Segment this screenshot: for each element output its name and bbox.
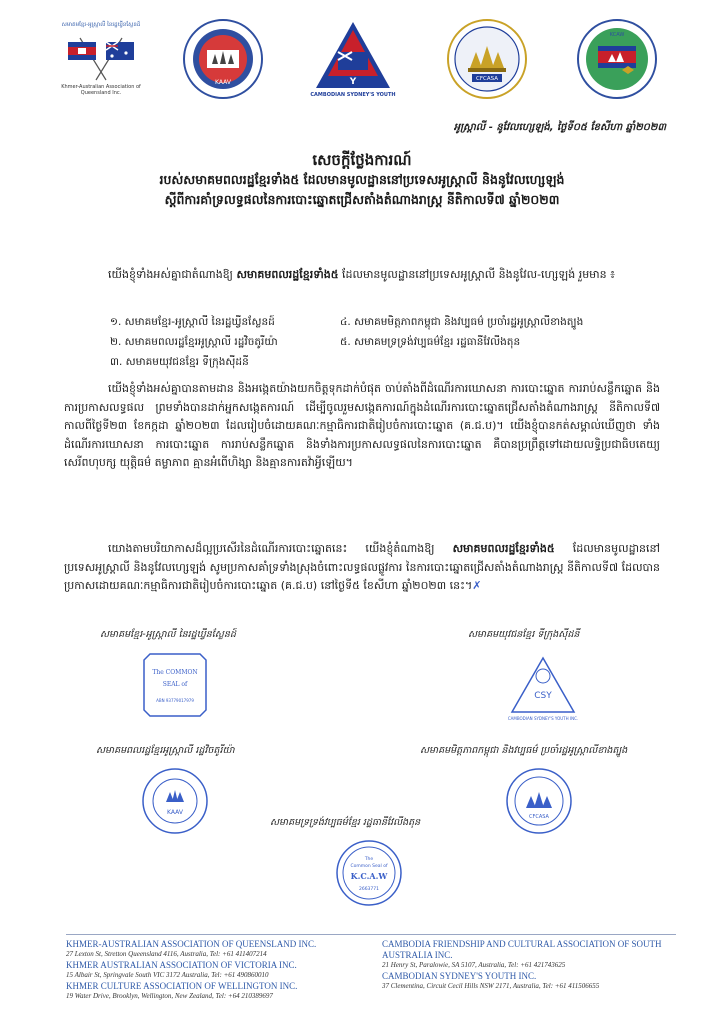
body2-bold: សមាគមពលរដ្ឋខ្មែរទាំង៥ <box>452 542 555 555</box>
body2-after: ដែលមានមូលដ្ឋាននៅប្រទេសអូស្ត្រាលី និងនូវែលហ្សេឡង់ សូមប្រកាសគាំទ្រទាំងស្រុងចំពោះលទ្ធផលផ្លូវការ នៃការបោះឆ្នោតជ្រើសតាំងតំណាងរាស្ត្រ នីតិកាលទី៧ ដែលបានប្រកាសដោយគណៈកម្មាធិការជាតិរៀបចំការបោះឆ្នោត (គ.ជ.ប) នៅថ្ងៃទី៥ ខែសីហា ឆ្នាំ២០២៣ នេះ។ <box>64 542 661 592</box>
footer-org-kaav: KHMER AUSTRALIAN ASSOCIATION OF VICTORIA INC. <box>66 960 297 970</box>
footer-addr-kaaq: 27 Lexton St, Stretton Queensland 4116, Australia, Tel: +61 411407214 <box>66 950 267 958</box>
signature-label-kaaq: សមាគមខ្មែរ-អូស្ត្រាលី នៃរដ្ឋឃ្វីនស្លែនដ៍ <box>100 629 236 640</box>
body1-text: យើងខ្ញុំទាំងអស់គ្នាបានតាមដាន និងអង្កេតយ៉ាងយកចិត្តទុកដាក់បំផុត ចាប់តាំងពីដំណើរការឃោសនា ការបោះឆ្នោត ការរាប់សន្លឹកឆ្នោត និងការប្រកាសលទ្ធផល ព្រមទាំងបានដាក់អ្នកសង្កេតការណ៍ ដើម្បីចូលរួមសង្កេតការណ៍ក្នុងដំណើរការបោះឆ្នោតជ្រើសតាំងតំណាងរាស្ត្រ នីតិកាលទី៧ កាលពីថ្ងៃទី២៣ ខែកក្កដា ឆ្នាំ២០២៣ ដែលរៀបចំដោយគណៈកម្មាធិការជាតិរៀបចំការបោះឆ្នោត (គ.ជ.ប)។ យើងខ្ញុំបានកត់សម្គាល់ឃើញថា ទាំងដំណើរការឃោសនា ការបោះឆ្នោត ការរាប់សន្លឹកឆ្នោត និងទាំងការប្រកាសលទ្ធផលនៃការបោះឆ្នោត គឺបានប្រព្រឹត្តទៅដោយលទ្ធិប្រជាធិបតេយ្យ សេរីពហុបក្ស យុត្តិធម៌ តម្លាភាព គ្មានអំពើហិង្សា និងគ្មានការតវ៉ាអ្វីឡើយ។ <box>64 382 660 469</box>
body2-before: យោងតាមបរិយាកាសដ៏ល្អប្រសើរនៃដំណើរការបោះឆ្នោតនេះ យើងខ្ញុំតំណាងឱ្យ <box>108 542 453 555</box>
seal-kaaq <box>140 650 210 720</box>
footer-org-csy: CAMBODIAN SYDNEY'S YOUTH INC. <box>382 971 537 981</box>
common-seal-icon <box>140 650 210 720</box>
seal-kaav <box>140 766 210 836</box>
footer <box>66 934 676 1000</box>
svg-text:CFCASA: CFCASA <box>476 76 498 82</box>
signature-label-kaav: សមាគមពលរដ្ឋខ្មែរអូស្ត្រាលី រដ្ឋវិចតូរីយ៉ា <box>96 745 235 756</box>
signature-label-kcaw: សមាគមទ្រទ្រង់វប្បធម៌ខ្មែរ រដ្ឋធានីវែលីងតុន <box>270 817 421 828</box>
footer-org-cfcasa: CAMBODIA FRIENDSHIP AND CULTURAL ASSOCIATION OF SOUTH AUSTRALIA INC. <box>382 939 662 960</box>
seal-cfcasa <box>504 766 574 836</box>
seal-csy-text: CSY <box>534 691 552 701</box>
kcaw-logo <box>576 18 658 100</box>
body-paragraph-1 <box>64 380 660 473</box>
member-item: ៤. សមាគមមិត្តភាពកម្ពុជា និងវប្បធម៌ ប្រចាំរដ្ឋអូស្ត្រាលីខាងត្បូង <box>340 316 584 328</box>
seal-kaaq-title: The COMMON <box>152 669 198 676</box>
body-paragraph-2 <box>64 540 660 596</box>
footer-addr-kaav: 15 Albair St, Springvale South VIC 3172 Australia, Tel: +61 490860010 <box>66 971 269 979</box>
kaaq-khmer-caption: សមាគមខ្មែរ-អូស្ត្រាលី នៃរដ្ឋឃ្វីនស្លែនដ៍ <box>61 22 141 28</box>
kaaq-caption: Khmer-Australian Association of Queensland Inc. <box>61 84 141 96</box>
title-sub-2: ស្តីពីការគាំទ្រលទ្ធផលនៃការបោះឆ្នោតជ្រើសតាំងតំណាងរាស្ត្រ នីតិកាលទី៧ ឆ្នាំ២០២៣ <box>164 192 560 207</box>
footer-addr-kcaw: 19 Water Drive, Brooklyn, Wellington, New Zealand, Tel: +64 210389697 <box>66 992 273 1000</box>
kaaq-logo <box>60 18 142 100</box>
kcaw-seal-icon <box>334 838 404 908</box>
title-sub-1: របស់សមាគមពលរដ្ឋខ្មែរទាំង៥ ដែលមានមូលដ្ឋាននៅប្រទេសអូស្ត្រាលី និងនូវែលហ្សេឡង់ <box>159 172 565 187</box>
csy-caption: CAMBODIAN SYDNEY'S YOUTH <box>310 92 396 98</box>
footer-org-kcaw: KHMER CULTURE ASSOCIATION OF WELLINGTON INC. <box>66 981 298 991</box>
cfcasa-seal-icon <box>504 766 574 836</box>
seal-kcaw-title: The <box>364 857 374 862</box>
cfcasa-emblem-icon <box>446 18 528 100</box>
seal-kaaq-sub: SEAL of <box>162 681 188 688</box>
svg-text:Y: Y <box>349 77 357 87</box>
intro-before: យើងខ្ញុំទាំងអស់គ្នាជាតំណាងឱ្យ <box>108 268 237 281</box>
kaav-emblem-icon <box>182 18 264 100</box>
kcaw-emblem-icon <box>576 18 658 100</box>
svg-text:KAAV: KAAV <box>215 79 231 86</box>
member-item: ២. សមាគមពលរដ្ឋខ្មែរអូស្ត្រាលី រដ្ឋវិចតូរីយ៉ា <box>110 336 278 348</box>
seal-kcaw-main: K.C.A.W <box>350 871 388 881</box>
seal-cfcasa-text: CFCASA <box>529 814 549 820</box>
footer-addr-cfcasa: 21 Henry St, Paralowie, SA 5107, Australia, Tel: +61 421743625 <box>382 961 566 969</box>
kaav-seal-icon <box>140 766 210 836</box>
signature-mark: ✗ <box>472 579 482 592</box>
dateline: អូស្ត្រាលី - នូវែលហ្សេឡង់, ថ្ងៃទី០៥ ខែសីហា ឆ្នាំ២០២៣ <box>453 122 666 133</box>
cfcasa-logo <box>446 18 528 100</box>
seal-kcaw-sub: Common Seal of <box>350 864 388 869</box>
kaav-logo <box>182 18 264 100</box>
csy-seal-icon <box>508 654 578 724</box>
intro-after: ដែលមានមូលដ្ឋាននៅប្រទេសអូស្ត្រាលី និងនូវែល-ហ្សេឡង់ រួមមាន ៖ <box>338 268 615 281</box>
intro-paragraph <box>64 266 660 285</box>
logo-row <box>0 18 724 108</box>
seal-kaaq-abn: ABN 93779017979 <box>156 698 194 703</box>
seal-kcaw <box>334 838 404 908</box>
seal-kcaw-num: 2663771 <box>358 887 380 892</box>
csy-triangle-icon <box>312 18 394 100</box>
member-item: ៣. សមាគមយុវជនខ្មែរ ទីក្រុងស៊ីដនី <box>110 356 249 368</box>
seal-csy <box>508 654 578 724</box>
footer-addr-csy: 37 Clementina, Circuit Cecil Hills NSW 2171, Australia, Tel: +61 411506655 <box>382 982 600 990</box>
svg-text:KCAW: KCAW <box>609 32 625 38</box>
signature-label-cfcasa: សមាគមមិត្តភាពកម្ពុជា និងវប្បធម៌ ប្រចាំរដ្ឋអូស្ត្រាលីខាងត្បូង <box>420 745 628 756</box>
signature-label-csy: សមាគមយុវជនខ្មែរ ទីក្រុងស៊ីដនី <box>468 629 580 640</box>
document-title <box>40 150 684 210</box>
seal-kaav-text: KAAV <box>167 809 183 816</box>
member-item: ៥. សមាគមទ្រទ្រង់វប្បធម៌ខ្មែរ រដ្ឋធានីវែលីងតុន <box>340 336 521 348</box>
seal-csy-caption: CAMBODIAN SYDNEY'S YOUTH INC. <box>508 716 578 721</box>
csy-logo <box>312 18 394 100</box>
intro-bold: សមាគមពលរដ្ឋខ្មែរទាំង៥ <box>236 268 339 281</box>
footer-org-kaaq: KHMER-AUSTRALIAN ASSOCIATION OF QUEENSLAND INC. <box>66 939 317 949</box>
title-main: សេចក្តីថ្លែងការណ៍ <box>312 151 412 169</box>
member-item: ១. សមាគមខ្មែរ-អូស្ត្រាលី នៃរដ្ឋឃ្វីនស្លែនដ៍ <box>110 316 275 328</box>
